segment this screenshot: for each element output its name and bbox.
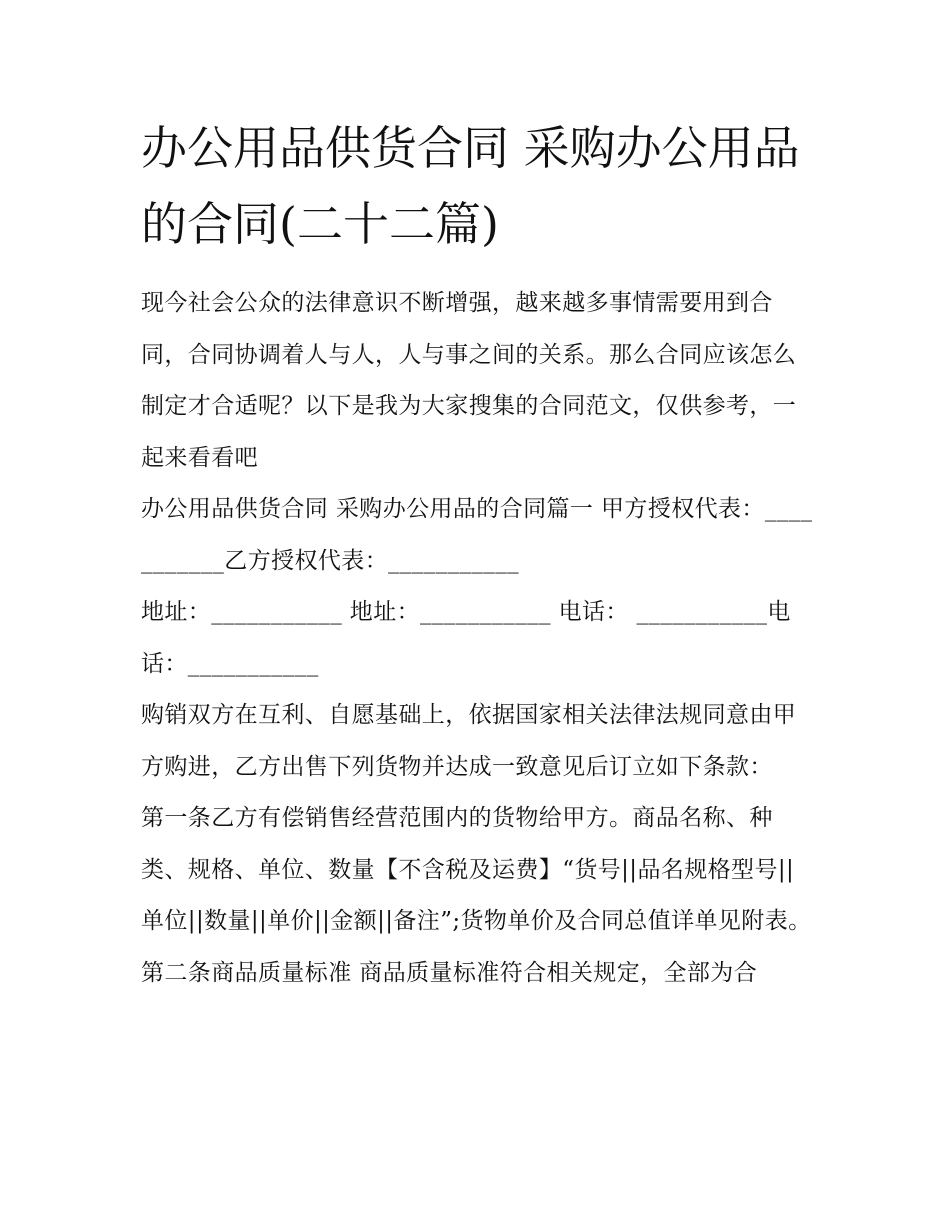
document-body [141,110,816,999]
intro-paragraph: 现今社会公众的法律意识不断增强，越来越多事情需要用到合同，合同协调着人与人，人与事之间的关系。那么合同应该怎么制定才合适呢？以下是我为大家搜集的合同范文，仅供参考，一起来看看吧 [141,290,797,471]
address-phone-paragraph: 地址：___________ 地址：___________ 电话： ___________电话：___________ [141,599,791,677]
article-one-paragraph: 第一条乙方有偿销售经营范围内的货物给甲方。商品名称、种类、规格、单位、数量【不含税及运费】“货号||品名规格型号||单位||数量||单价||金额||备注”;货物单价及合同总值详单见附表。 [141,805,812,934]
document-title: 办公用品供货合同 采购办公用品的合同(二十二篇) [141,121,800,251]
article-two-paragraph: 第二条商品质量标准 商品质量标准符合相关规定，全部为合 [141,959,758,986]
agreement-paragraph: 购销双方在互利、自愿基础上，依据国家相关法律法规同意由甲方购进，乙方出售下列货物并达成一致意见后订立如下条款： [141,702,797,780]
contract-heading-paragraph: 办公用品供货合同 采购办公用品的合同篇一 甲方授权代表：___________乙方授权代表：___________ [141,496,813,574]
